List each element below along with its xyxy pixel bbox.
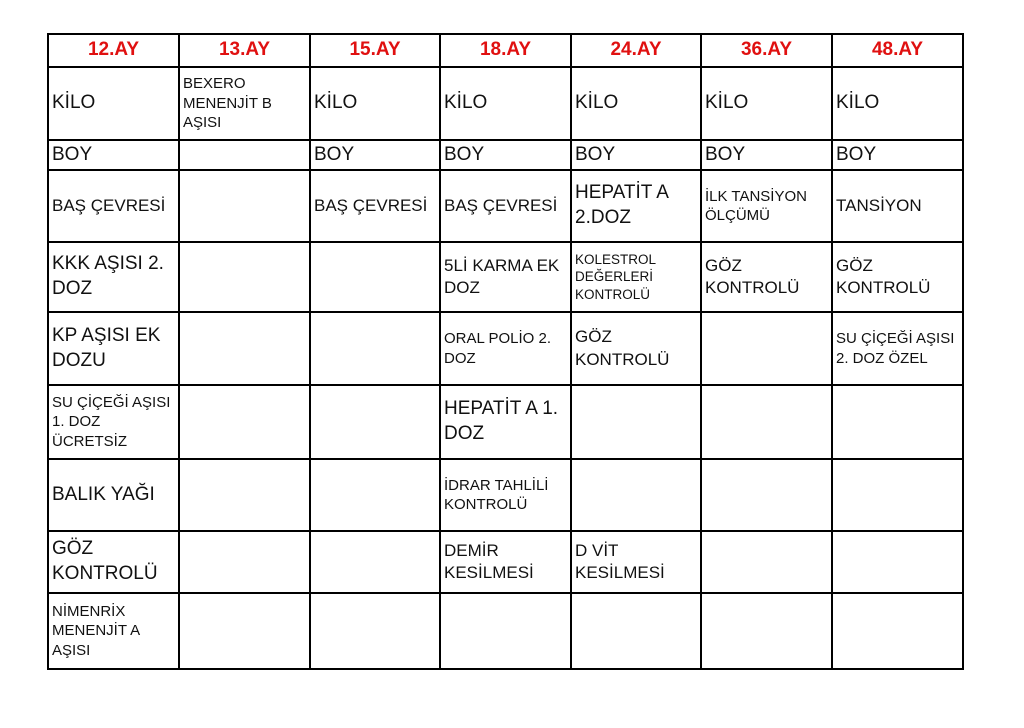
header-15-ay: 15.AY [310,34,440,67]
table-cell [310,593,440,669]
table-row [48,459,963,531]
header-24-ay: 24.AY [571,34,701,67]
table-cell [832,593,963,669]
table-cell [832,385,963,459]
table-cell [179,140,310,170]
table-row [48,385,963,459]
table-cell: BAŞ ÇEVRESİ [310,170,440,242]
table-cell: BOY [832,140,963,170]
table-cell: KİLO [571,67,701,140]
table-cell: SU ÇİÇEĞİ AŞISI 1. DOZ ÜCRETSİZ [48,385,179,459]
table-cell: NİMENRİX MENENJİT A AŞISI [48,593,179,669]
table-cell [701,385,832,459]
table-cell: BOY [440,140,571,170]
table-cell: BAŞ ÇEVRESİ [440,170,571,242]
table-cell: TANSİYON [832,170,963,242]
header-13-ay: 13.AY [179,34,310,67]
table-cell [179,312,310,385]
table-cell [440,593,571,669]
table-cell: KKK AŞISI 2. DOZ [48,242,179,312]
table-cell: HEPATİT A 2.DOZ [571,170,701,242]
table-cell [701,593,832,669]
table-cell: GÖZ KONTROLÜ [832,242,963,312]
table-cell [310,531,440,593]
table-row [48,593,963,669]
table-cell: KİLO [48,67,179,140]
header-48-ay: 48.AY [832,34,963,67]
table-cell: ORAL POLİO 2. DOZ [440,312,571,385]
table-cell: BOY [48,140,179,170]
table-cell: BAŞ ÇEVRESİ [48,170,179,242]
table-cell [179,385,310,459]
header-row [48,34,963,67]
table-cell: KİLO [310,67,440,140]
table-cell [310,385,440,459]
header-12-ay: 12.AY [48,34,179,67]
table-cell: KİLO [832,67,963,140]
table-cell [701,312,832,385]
table-row [48,140,963,170]
header-36-ay: 36.AY [701,34,832,67]
table-cell [179,242,310,312]
table-cell [179,170,310,242]
table-cell [179,459,310,531]
table-cell: İDRAR TAHLİLİ KONTROLÜ [440,459,571,531]
table-cell: GÖZ KONTROLÜ [701,242,832,312]
table-cell: KOLESTROL DEĞERLERİ KONTROLÜ [571,242,701,312]
table-cell [571,593,701,669]
table-cell [832,531,963,593]
table-cell: BOY [701,140,832,170]
table-cell: KİLO [440,67,571,140]
table-cell [179,531,310,593]
table-row [48,531,963,593]
table-cell: BOY [571,140,701,170]
table-cell [571,459,701,531]
table-cell: BOY [310,140,440,170]
table-row [48,170,963,242]
vaccination-schedule-table [47,33,964,670]
table-cell [701,459,832,531]
table-cell: GÖZ KONTROLÜ [571,312,701,385]
table-cell: D VİT KESİLMESİ [571,531,701,593]
table-cell: BEXERO MENENJİT B AŞISI [179,67,310,140]
table-cell: HEPATİT A 1. DOZ [440,385,571,459]
table-cell: KİLO [701,67,832,140]
table-cell [832,459,963,531]
table-cell [310,459,440,531]
table-cell: BALIK YAĞI [48,459,179,531]
table-row [48,67,963,140]
table-cell [310,312,440,385]
table-cell: GÖZ KONTROLÜ [48,531,179,593]
table-row [48,242,963,312]
table-row [48,312,963,385]
table-cell [310,242,440,312]
header-18-ay: 18.AY [440,34,571,67]
table-cell [701,531,832,593]
table-cell: İLK TANSİYON ÖLÇÜMÜ [701,170,832,242]
table-cell [179,593,310,669]
table-cell: 5Lİ KARMA EK DOZ [440,242,571,312]
table-cell: KP AŞISI EK DOZU [48,312,179,385]
table-cell: DEMİR KESİLMESİ [440,531,571,593]
table-cell: SU ÇİÇEĞİ AŞISI 2. DOZ ÖZEL [832,312,963,385]
table-cell [571,385,701,459]
